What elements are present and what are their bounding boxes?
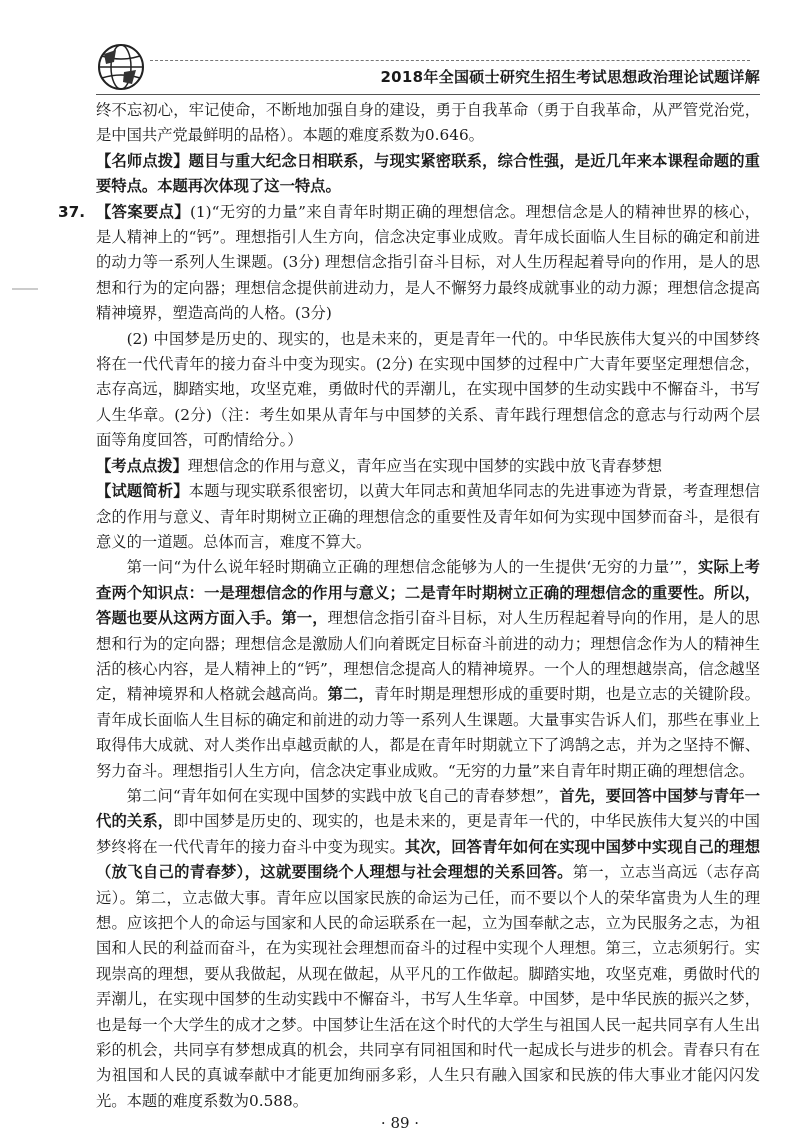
answer-text-1: (1)“无穷的力量”来自青年时期正确的理想信念。理想信念是人的精神世界的核心，是人精神上的“钙”。理想指引人生方向，信念决定事业成败。青年成长面临人生目标的确定和前进的动力等一系列人生课题。(3分) 理想信念指引奋斗目标，对人生历程起着导向的作用，是人的思想和行为的定向器；理想信念提供前进动力，是人不懈努力最终成就事业的动力源；理想信念提高精神境界，塑造高尚的人格。(3分) <box>96 202 760 323</box>
globe-logo-icon <box>96 42 146 92</box>
discussion-2-b: 第一，立志当高远（志存高远）。第二，立志做大事。青年应以国家民族的命运为己任，而不要以个人的荣华富贵为人生的理想。应该把个人的命运与国家和人民的命运联系在一起，立为国奉献之志，立为民服务之志，为祖国和人民的利益而奋斗，在为实现社会理想而奋斗的过程中实现个人理想。第三，立志须躬行。实现崇高的理想，要从我做起，从现在做起，从平凡的工作做起。脚踏实地，攻坚克难，勇做时代的弄潮儿，在实现中国梦的生动实践中不懈奋斗，书写人生华章。中国梦，是中华民族的振兴之梦，也是每一个大学生的成才之梦。中国梦让生活在这个时代的大学生与祖国人民一起共同享有人生出彩的机会，共同享有梦想成真的机会，共同享有同祖国和时代一起成长与进步的机会。青春只有在为祖国和人民的真诚奉献中才能更加绚丽多彩，人生只有融入国家和民族的伟大事业才能闪闪发光。本题的难度系数为0.588。 <box>96 863 760 1110</box>
margin-scan-mark <box>12 286 38 292</box>
discussion-1-a: 理想信念指引奋斗目标，对人生历程起着导向的作用，是人的思想和行为的定向器；理想信念是激励人们向着既定目标奋斗前进的动力；理想信念作为人的精神生活的核心内容，是人精神上的“钙”，理想信念提高人的精神境界。一个人的理想越崇高，信念越坚定，精神境界和人格就会越高尚。 <box>96 609 760 704</box>
answer-label: 【答案要点】 <box>96 202 190 221</box>
discussion-2-lead: 第二问“青年如何在实现中国梦的实践中放飞自己的青春梦想”， <box>126 786 560 805</box>
page-header <box>0 0 800 95</box>
running-header-title: 2018年全国硕士研究生招生考试思想政治理论试题详解 <box>380 68 760 86</box>
discussion-2-a: 即中国梦是历史的、现实的，也是未来的，更是青年一代的，中华民族伟大复兴的中国梦终将在一代代青年的接力奋斗中变为现实。 <box>96 812 760 856</box>
discussion-1-bold: 实际上考查两个知识点：一是理想信念的作用与意义；二是青年时期树立正确的理想信念的重要性。所以，答题也要从这两方面入手。第一， <box>96 558 760 628</box>
answer-paragraph-1 <box>96 200 760 327</box>
page-body <box>58 98 760 1114</box>
header-rule <box>96 94 760 95</box>
discussion-paragraph-1 <box>96 555 760 784</box>
tip-paragraph <box>96 149 760 200</box>
question-37 <box>58 200 760 556</box>
discussion-paragraph-2 <box>96 784 760 1114</box>
analysis-text: 本题与现实联系很密切，以黄大年同志和黄旭华同志的先进事迹为背景，考查理想信念的作用与意义、青年时期树立正确的理想信念的重要性及青年如何为实现中国梦而奋斗，是很有意义的一道题。总体而言，难度不算大。 <box>96 482 760 551</box>
discussion-1-bold2: 第二， <box>327 685 375 704</box>
analysis-label: 【试题简析】 <box>96 482 189 501</box>
point-paragraph <box>96 454 760 479</box>
discussion-1-lead: 第一问“为什么说年轻时期确立正确的理想信念能够为人的一生提供‘无穷的力量’”， <box>126 558 698 577</box>
continued-paragraph: 终不忘初心，牢记使命，不断地加强自身的建设，勇于自我革命（勇于自我革命，从严管党治党，是中国共产党最鲜明的品格）。本题的难度系数为0.646。 <box>96 101 760 145</box>
analysis-paragraph <box>96 479 760 555</box>
header-dashed-rule <box>150 60 750 61</box>
answer-paragraph-2: (2) 中国梦是历史的、现实的，也是未来的，更是青年一代的。中华民族伟大复兴的中国梦终将在一代代青年的接力奋斗中变为现实。(2分) 在实现中国梦的过程中广大青年要坚定理想信念，志存高远，脚踏实地，攻坚克难，勇做时代的弄潮儿，在实现中国梦的生动实践中不懈奋斗，书写人生华章。(2分)（注：考生如果从青年与中国梦的关系、青年践行理想信念的意志与行动两个层面等角度回答，可酌情给分。） <box>96 329 760 450</box>
tip-text: 题目与重大纪念日相联系，与现实紧密联系，综合性强，是近几年来本课程命题的重要特点。本题再次体现了这一特点。 <box>96 151 760 196</box>
question-number: 37. <box>58 202 86 221</box>
page-number: · 89 · <box>380 1114 420 1132</box>
discussion-1-b: 青年时期是理想形成的重要时期，也是立志的关键阶段。青年成长面临人生目标的确定和前进的动力等一系列人生课题。大量事实告诉人们，那些在事业上取得伟大成就、对人类作出卓越贡献的人，都是在青年时期就立下了鸿鹄之志，并为之坚持不懈、努力奋斗。理想指引人生方向，信念决定事业成败。“无穷的力量”来自青年时期正确的理想信念。 <box>96 685 760 780</box>
tip-label: 【名师点拨】 <box>96 151 189 170</box>
discussion-2-bold2: 其次，回答青年如何在实现中国梦中实现自己的理想（放飞自己的青春梦），这就要围绕个人理想与社会理想的关系回答。 <box>96 837 760 882</box>
discussion-2-bold: 首先，要回答中国梦与青年一代的关系， <box>96 786 760 831</box>
point-label: 【考点点拨】 <box>96 456 188 475</box>
point-text: 理想信念的作用与意义，青年应当在实现中国梦的实践中放飞青春梦想 <box>187 456 663 475</box>
